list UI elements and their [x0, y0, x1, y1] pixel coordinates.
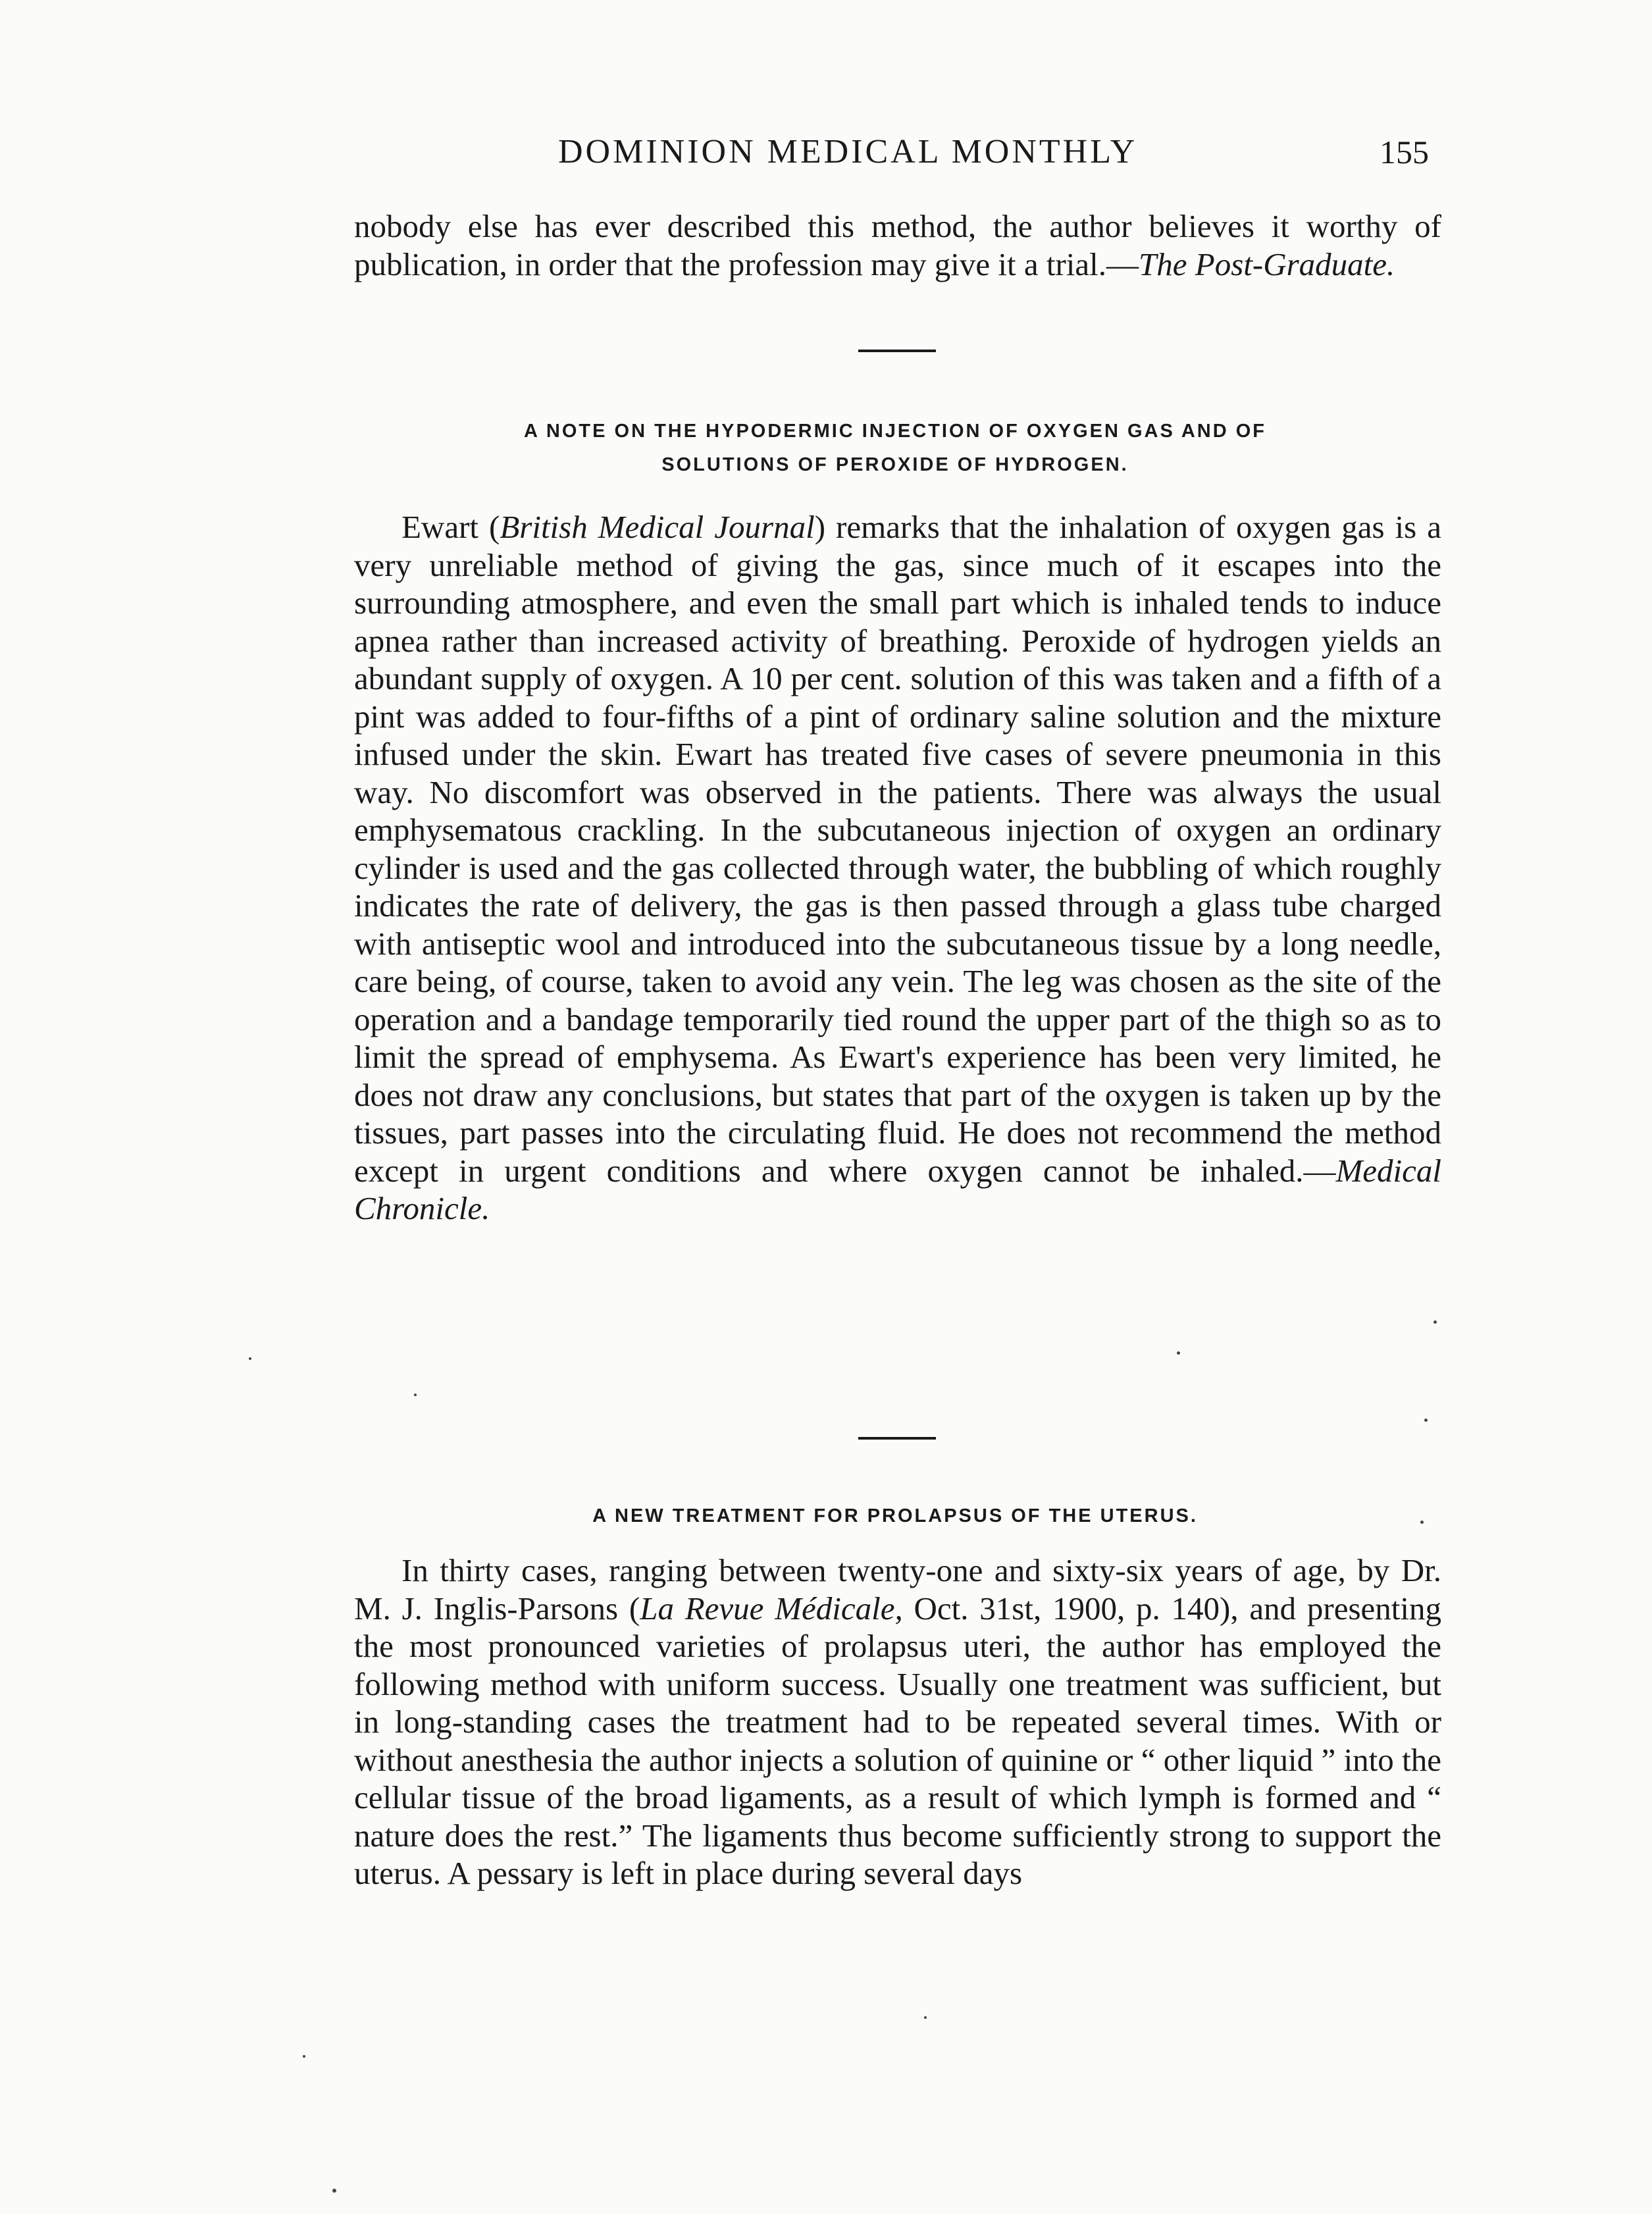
article1-body-block: [354, 508, 1441, 1228]
article2-body: Oct. 31st, 1900, p. 140), and presenting the most pronounced varieties of prolapsus uteri, the author has employed the following method with uniform success. Usually one treatment was sufficient, but in long-standing cases the treatment had to be repeated several times. With or without anesthesia the author injects a solution of quinine or “ other liquid ” into the cellular tissue of the broad ligaments, as a result of which lymph is formed and “ nature does the rest.” The ligaments thus become sufficiently strong to support the uterus. A pessary is left in place during several days: [354, 1590, 1442, 1891]
running-head: [0, 129, 1652, 175]
journal-title: DOMINION MEDICAL MONTHLY: [558, 133, 1138, 170]
article1-paragraph: Ewart (British Medical Journal) remarks that the inhalation of oxygen gas is a very unreliable method of giving the gas, since much of it escapes into the surrounding atmosphere, and even the small part which is inhaled tends to induce apnea rather than increased activity of breathing. Peroxide of hydrogen yields an abundant supply of oxygen. A 10 per cent. solution of this was taken and a fifth of a pint was added to four-fifths of a pint of ordinary saline solution and the mixture infused under the skin. Ewart has treated five cases of severe pneumonia in this way. No discomfort was observed in the patients. There was always the usual emphysematous crackling. In the subcutaneous injection of oxygen an ordinary cylinder is used and the gas collected through water, the bubbling of which roughly indicates the rate of delivery, the gas is then passed through a glass tube charged with antiseptic wool and introduced into the subcutaneous tissue by a long needle, care being, of course, taken to avoid any vein. The leg was chosen as the site of the operation and a bandage temporarily tied round the upper part of the thigh so as to limit the spread of emphysema. As Ewart's experience has been very limited, he does not draw any conclusions, but states that part of the oxygen is taken up by the tissues, part passes into the circulating fluid. He does not recommend the method except in urgent conditions and where oxygen cannot be inhaled.—Medical Chronicle.: [354, 509, 1441, 1226]
scan-speck: [1177, 1351, 1180, 1355]
article2-journal-ref: La Revue Médicale,: [640, 1590, 903, 1627]
scan-speck: [1420, 1521, 1424, 1524]
article1-heading-line2: SOLUTIONS OF PEROXIDE OF HYDROGEN.: [661, 454, 1129, 475]
continuation-paragraph: nobody else has ever described this method, the author believes it worthy of publication, in order that the profession may give it a trial.—The Post-Graduate.: [354, 208, 1441, 282]
scan-speck: [332, 2189, 336, 2193]
scan-speck: [1433, 1320, 1437, 1324]
article1-body: ) remarks that the inhalation of oxygen gas is a very unreliable method of giving the gas, since much of it escapes into the surrounding atmosphere, and even the small part which is inhaled tends to induce apnea rather than increased activity of breathing. Peroxide of hydrogen yields an abundant supply of oxygen. A 10 per cent. solution of this was taken and a fifth of a pint was added to four-fifths of a pint of ordinary saline solution and the mixture infused under the skin. Ewart has treated five cases of severe pneumonia in this way. No discomfort was observed in the patients. There was always the usual emphysematous crackling. In the subcutaneous injection of oxygen an ordinary cylinder is used and the gas collected through water, the bubbling of which roughly indicates the rate of delivery, the gas is then passed through a glass tube charged with antiseptic wool and introduced into the subcutaneous tissue by a long needle, care being, of course, taken to avoid any vein. The leg was chosen as the site of the operation and a bandage temporarily tied round the upper part of the thigh so as to limit the spread of emphysema. As Ewart's experience has been very limited, he does not draw any conclusions, but states that part of the oxygen is taken up by the tissues, part passes into the circulating fluid. He does not recommend the method except in urgent conditions and where oxygen cannot be inhaled.: [354, 509, 1441, 1189]
article1-journal-ref: British Medical Journal: [500, 509, 815, 545]
scan-speck: [303, 2055, 305, 2058]
section-divider-2: [858, 1437, 936, 1440]
page-number: 155: [1380, 134, 1429, 170]
article2-body-block: [354, 1551, 1441, 1892]
continuation-paragraph-block: [354, 207, 1441, 283]
scan-speck: [1424, 1419, 1428, 1422]
article1-source: Medical Chronicle.: [354, 1152, 1441, 1226]
scan-speck: [414, 1394, 417, 1396]
article1-intro: Ewart (: [401, 509, 500, 545]
continuation-source: The Post-Graduate.: [1139, 246, 1395, 282]
section-divider-1: [858, 350, 936, 352]
continuation-text: nobody else has ever described this method, the author believes it worthy of publication, in order that the profession may give it a trial.: [354, 208, 1441, 282]
article1-heading: [369, 415, 1422, 482]
scan-speck: [924, 2016, 927, 2019]
article2-paragraph: [354, 1551, 1441, 1892]
article2-heading: A NEW TREATMENT FOR PROLAPSUS OF THE UTERUS.: [592, 1505, 1198, 1526]
scan-speck: [249, 1357, 251, 1360]
article1-heading-line1: A NOTE ON THE HYPODERMIC INJECTION OF OXYGEN GAS AND OF: [524, 421, 1266, 442]
article2-intro: In thirty cases, ranging between twenty-one and sixty-six years of age, by Dr. M. J. Inglis-Parsons (: [354, 1552, 1441, 1627]
